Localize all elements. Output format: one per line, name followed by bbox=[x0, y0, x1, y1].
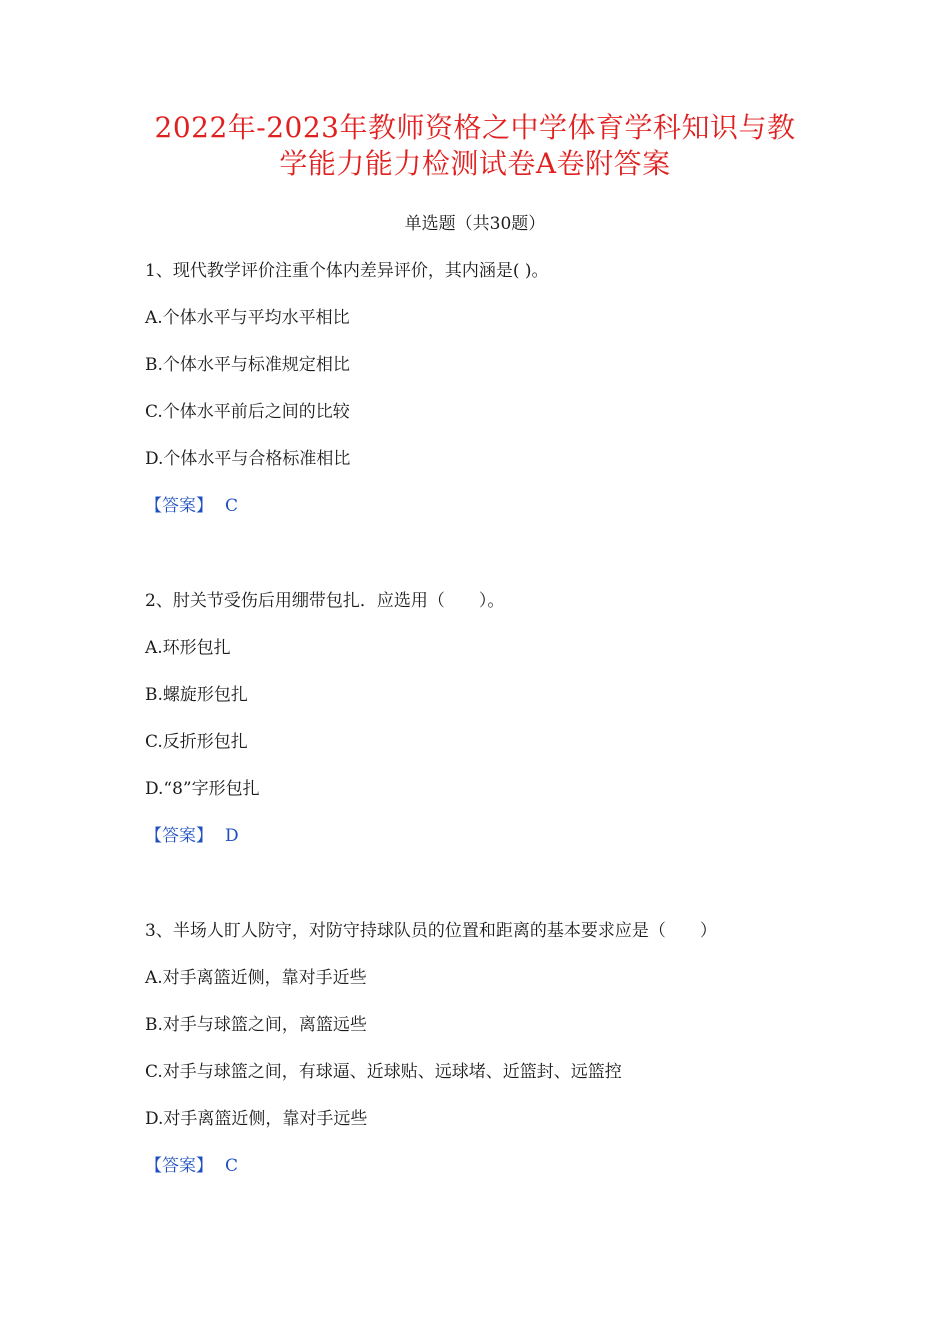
question-1-option-a: A.个体水平与平均水平相比 bbox=[145, 308, 350, 328]
answer-value: D bbox=[225, 826, 239, 846]
answer-value: C bbox=[225, 1156, 239, 1176]
answer-value: C bbox=[225, 496, 239, 516]
question-2-stem: 2、肘关节受伤后用绷带包扎．应选用（ ）。 bbox=[145, 591, 505, 611]
section-heading: 单选题（共30题） bbox=[404, 214, 546, 234]
question-2-option-c: C.反折形包扎 bbox=[145, 732, 248, 752]
question-3-stem: 3、半场人盯人防守，对防守持球队员的位置和距离的基本要求应是（ ） bbox=[145, 921, 717, 941]
question-3-option-d: D.对手离篮近侧，靠对手远些 bbox=[145, 1109, 368, 1129]
question-1-option-b: B.个体水平与标准规定相比 bbox=[145, 355, 350, 375]
question-3-option-c: C.对手与球篮之间，有球逼、近球贴、远球堵、近篮封、远篮控 bbox=[145, 1062, 622, 1082]
answer-label: 【答案】 bbox=[145, 826, 213, 846]
document-title-line-1: 2022年-2023年教师资格之中学体育学科知识与教 bbox=[154, 111, 796, 144]
question-2-option-d: D.“8”字形包扎 bbox=[145, 779, 260, 799]
question-1-stem: 1、现代教学评价注重个体内差异评价，其内涵是( )。 bbox=[145, 261, 549, 281]
question-3-answer bbox=[145, 1154, 238, 1178]
question-1-answer bbox=[145, 494, 238, 518]
question-1-option-d: D.个体水平与合格标准相比 bbox=[145, 449, 351, 469]
question-1-option-c: C.个体水平前后之间的比较 bbox=[145, 402, 350, 422]
answer-label: 【答案】 bbox=[145, 1156, 213, 1176]
document-title-line-2: 学能力能力检测试卷A卷附答案 bbox=[279, 147, 671, 180]
question-2-option-a: A.环形包扎 bbox=[145, 638, 231, 658]
answer-label: 【答案】 bbox=[145, 496, 213, 516]
question-2-answer bbox=[145, 824, 239, 848]
question-3-option-a: A.对手离篮近侧，靠对手近些 bbox=[145, 968, 367, 988]
question-2-option-b: B.螺旋形包扎 bbox=[145, 685, 248, 705]
question-3-option-b: B.对手与球篮之间，离篮远些 bbox=[145, 1015, 367, 1035]
